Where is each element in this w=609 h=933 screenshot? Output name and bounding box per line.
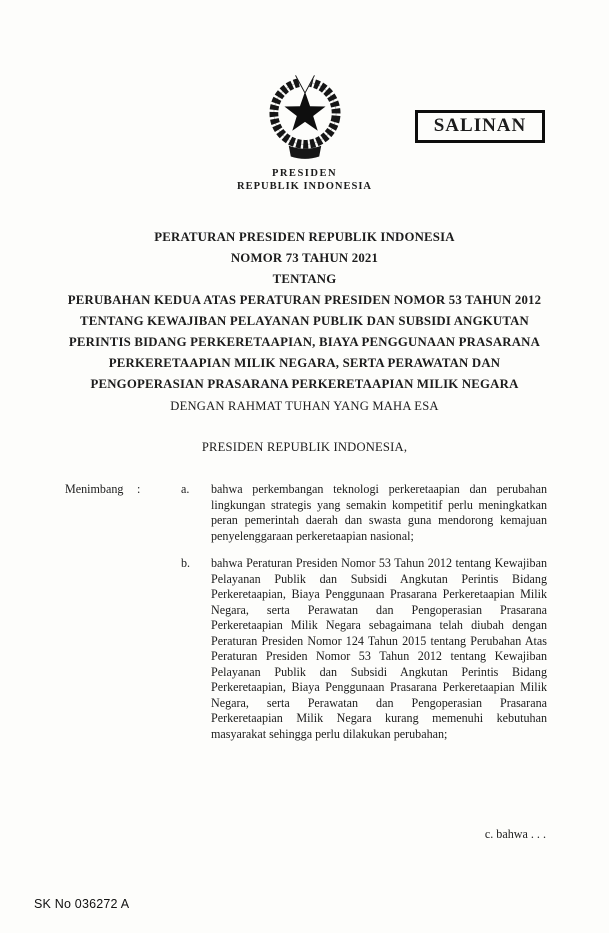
considerans-item-a — [181, 482, 547, 544]
presidential-seal-icon — [261, 74, 349, 166]
title-subject-line: PERKERETAAPIAN MILIK NEGARA, SERTA PERAWATAN DAN — [108, 356, 501, 370]
title-line-regulation: PERATURAN PRESIDEN REPUBLIK INDONESIA — [154, 230, 455, 244]
title-subject-line: PERINTIS BIDANG PERKERETAAPIAN, BIAYA PENGGUNAAN PRASARANA — [68, 335, 541, 349]
considerans-item-text: bahwa perkembangan teknologi perkeretaapian dan perubahan lingkungan strategis yang semakin kompetitif perlu meningkatkan peran pemerintah daerah dan swasta guna mendorong kemajuan penyelenggaraan perkeretaapian nasional; — [211, 482, 547, 543]
considerans-items — [181, 482, 547, 742]
title-subject-line: PERUBAHAN KEDUA ATAS PERATURAN PRESIDEN NOMOR 53 TAHUN 2012 — [67, 293, 542, 307]
considerans-item-letter: a. — [181, 482, 190, 496]
title-subject-line: TENTANG KEWAJIBAN PELAYANAN PUBLIK DAN SUBSIDI ANGKUTAN — [79, 314, 530, 328]
letterhead-republik-indonesia: REPUBLIK INDONESIA — [237, 181, 372, 192]
letterhead-presiden: PRESIDEN — [271, 168, 338, 179]
salinan-stamp-label: SALINAN — [433, 115, 527, 136]
issuer-line: PRESIDEN REPUBLIK INDONESIA, — [201, 440, 408, 454]
salinan-stamp — [415, 110, 545, 143]
considerans-label: Menimbang — [65, 482, 124, 496]
considerans-colon: : — [137, 482, 141, 496]
title-line-tentang: TENTANG — [272, 272, 337, 286]
considerans-item-b — [181, 556, 547, 742]
letterhead — [0, 167, 609, 193]
considerans-section — [65, 482, 547, 742]
catchword-next-item: c. bahwa . . . — [484, 827, 546, 841]
regulation-title — [0, 227, 609, 395]
registration-code: SK No 036272 A — [34, 897, 130, 911]
considerans-item-text: bahwa Peraturan Presiden Nomor 53 Tahun 2012 tentang Kewajiban Pelayanan Publik dan Subsidi Angkutan Perintis Bidang Perkeretaapian, Biaya Penggunaan Prasarana Perkeretaapian Milik Negara, serta Perawatan dan Pengoperasian Prasarana Perkeretaapian Milik Negara sebagaimana telah diubah dengan Peraturan Presiden Nomor 124 Tahun 2015 tentang Perubahan Atas Peraturan Presiden Nomor 53 Tahun 2012 tentang Kewajiban Pelayanan Publik dan Subsidi Angkutan Perintis Bidang Perkeretaapian, Biaya Penggunaan Prasarana Perkeretaapian Milik Negara, serta Perawatan dan Pengoperasian Prasarana Perkeretaapian Milik Negara kurang memenuhi kebutuhan masyarakat sehingga perlu dilakukan perubahan; — [211, 556, 547, 741]
title-line-number: NOMOR 73 TAHUN 2021 — [230, 251, 379, 265]
title-subject-line: PENGOPERASIAN PRASARANA PERKERETAAPIAN MILIK NEGARA — [90, 377, 519, 391]
invocation-line: DENGAN RAHMAT TUHAN YANG MAHA ESA — [170, 399, 439, 413]
considerans-item-letter: b. — [181, 556, 191, 570]
